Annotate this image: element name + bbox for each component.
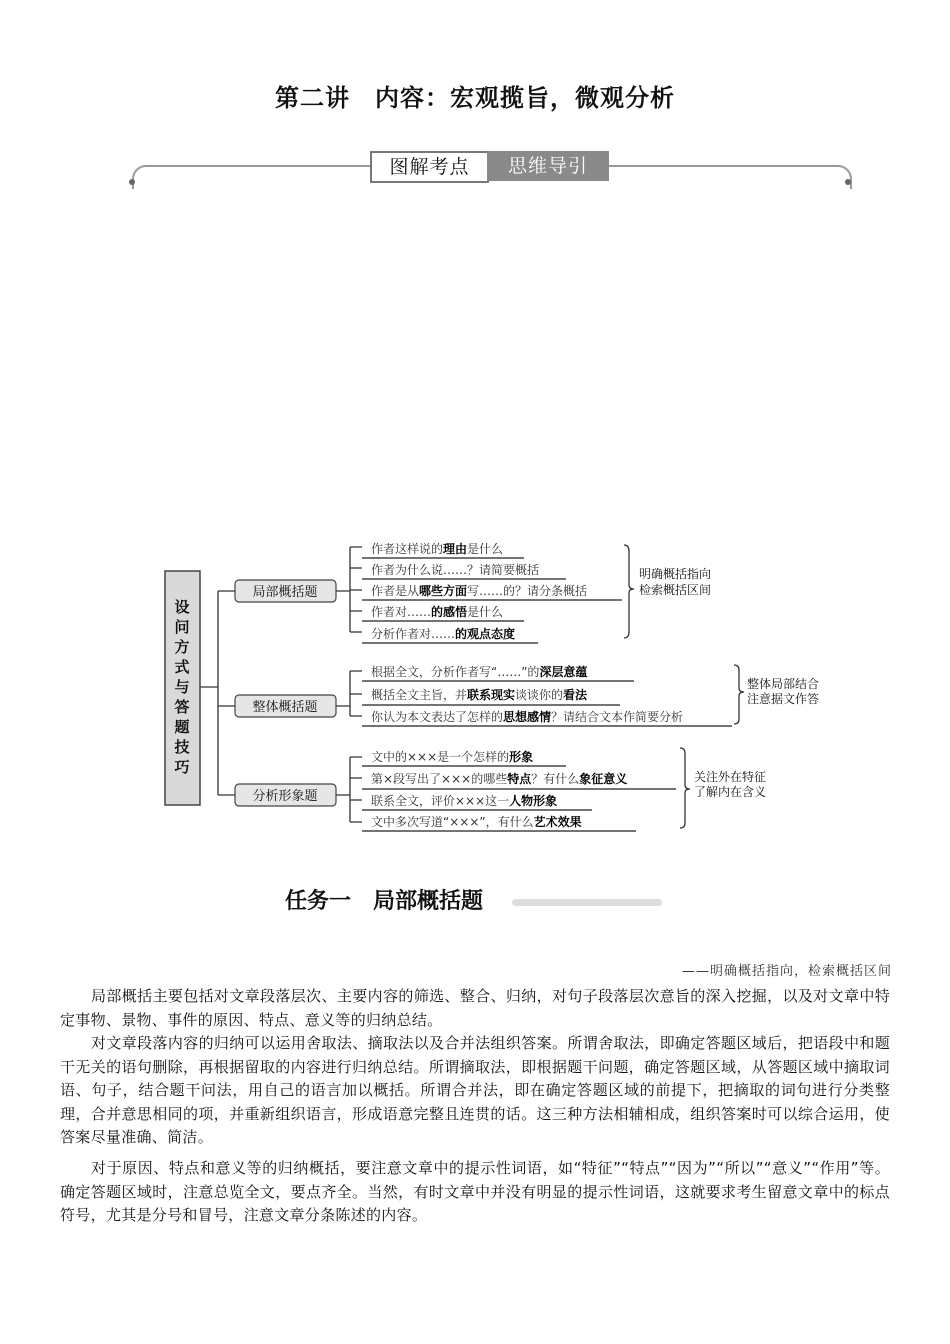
root-char: 题 bbox=[174, 718, 190, 736]
root-char: 与 bbox=[174, 678, 190, 696]
item-text: 作者是从哪些方面写……的？请分条概括 bbox=[371, 584, 588, 598]
item-text: 文中的×××是一个怎样的形象 bbox=[371, 750, 534, 764]
page-title: 第二讲 内容：宏观揽旨，微观分析 bbox=[275, 84, 675, 112]
item-text: 第×段写出了×××的哪些特点？有什么象征意义 bbox=[371, 772, 628, 786]
item-text: 分析作者对……的观点态度 bbox=[371, 627, 516, 641]
items-overall bbox=[371, 664, 683, 724]
item-text: 根据全文，分析作者写“……”的深层意蕴 bbox=[371, 665, 588, 679]
root-label bbox=[173, 598, 189, 776]
note-text: 整体局部结合 bbox=[747, 677, 820, 691]
banner-tab-guide: 思维导引 bbox=[487, 151, 609, 181]
item-text: 联系全文，评价×××这一人物形象 bbox=[371, 794, 558, 808]
root-char: 式 bbox=[174, 658, 190, 676]
item-text: 作者这样说的理由是什么 bbox=[371, 542, 504, 556]
items-local bbox=[371, 541, 587, 641]
note-text: 关注外在特征 bbox=[694, 770, 767, 784]
branch-boxes bbox=[235, 580, 336, 806]
paragraph: 局部概括主要包括对文章段落层次、主要内容的筛选、整合、归纳，对句子段落层次意旨的深入挖掘，以及对文章中特定事物、景物、事件的原因、特点、意义等的归纳总结。 bbox=[60, 987, 890, 1029]
item-text: 你认为本文表达了怎样的思想感情？请结合文本作简要分析 bbox=[371, 710, 684, 724]
note-text: 明确概括指向 bbox=[639, 567, 712, 581]
item-text: 概括全文主旨，并联系现实谈谈你的看法 bbox=[371, 688, 588, 702]
note-text: 检索概括区间 bbox=[639, 583, 712, 597]
root-char: 问 bbox=[174, 618, 190, 636]
section-heading: 任务一 局部概括题 bbox=[285, 889, 484, 914]
root-char: 技 bbox=[174, 738, 190, 756]
root-char: 设 bbox=[174, 598, 190, 616]
branch-label: 局部概括题 bbox=[252, 585, 318, 600]
root-char: 答 bbox=[174, 698, 190, 716]
root-char: 方 bbox=[174, 638, 190, 656]
item-text: 文中多次写道“×××”，有什么艺术效果 bbox=[371, 815, 582, 829]
note-text: 了解内在含义 bbox=[694, 785, 767, 799]
paragraph: 对文章段落内容的归纳可以运用舍取法、摘取法以及合并法组织答案。所谓舍取法，即确定答题区域后，把语段中和题干无关的语句删除，再根据留取的内容进行归纳总结。所谓摘取法，即根据题干问题，确定答题区域，从答题区域中摘取词语、句子，结合题干问法，用自己的语言加以概括。所谓合并法，即在确定答题区域的前提下，把摘取的词句进行分类整理，合并意思相同的项，并重新组织语言，形成语意完整且连贯的话。这三种方法相辅相成，组织答案时可以综合运用，使答案尽量准确、简洁。 bbox=[60, 1034, 890, 1146]
root-char: 巧 bbox=[174, 758, 190, 776]
note-text: 注意据文作答 bbox=[747, 692, 820, 706]
branch-label: 整体概括题 bbox=[252, 700, 318, 715]
heading-decoration-bar bbox=[512, 899, 662, 906]
banner-tab-diagram: 图解考点 bbox=[370, 151, 489, 183]
paragraph: 对于原因、特点和意义等的归纳概括，要注意文章中的提示性词语，如“特征”“特点”“因为”“所以”“意义”“作用”等。确定答题区域时，注意总览全文，要点齐全。当然，有时文章中并没有明显的提示性词语，这就要求考生留意文章中的标点符号，尤其是分号和冒号，注意文章分条陈述的内容。 bbox=[60, 1159, 890, 1224]
item-text: 作者为什么说……？请简要概括 bbox=[371, 563, 540, 577]
item-text: 作者对……的感悟是什么 bbox=[371, 605, 504, 619]
section-subtitle: ——明确概括指向，检索概括区间 bbox=[681, 964, 892, 979]
branch-label: 分析形象题 bbox=[252, 789, 318, 804]
